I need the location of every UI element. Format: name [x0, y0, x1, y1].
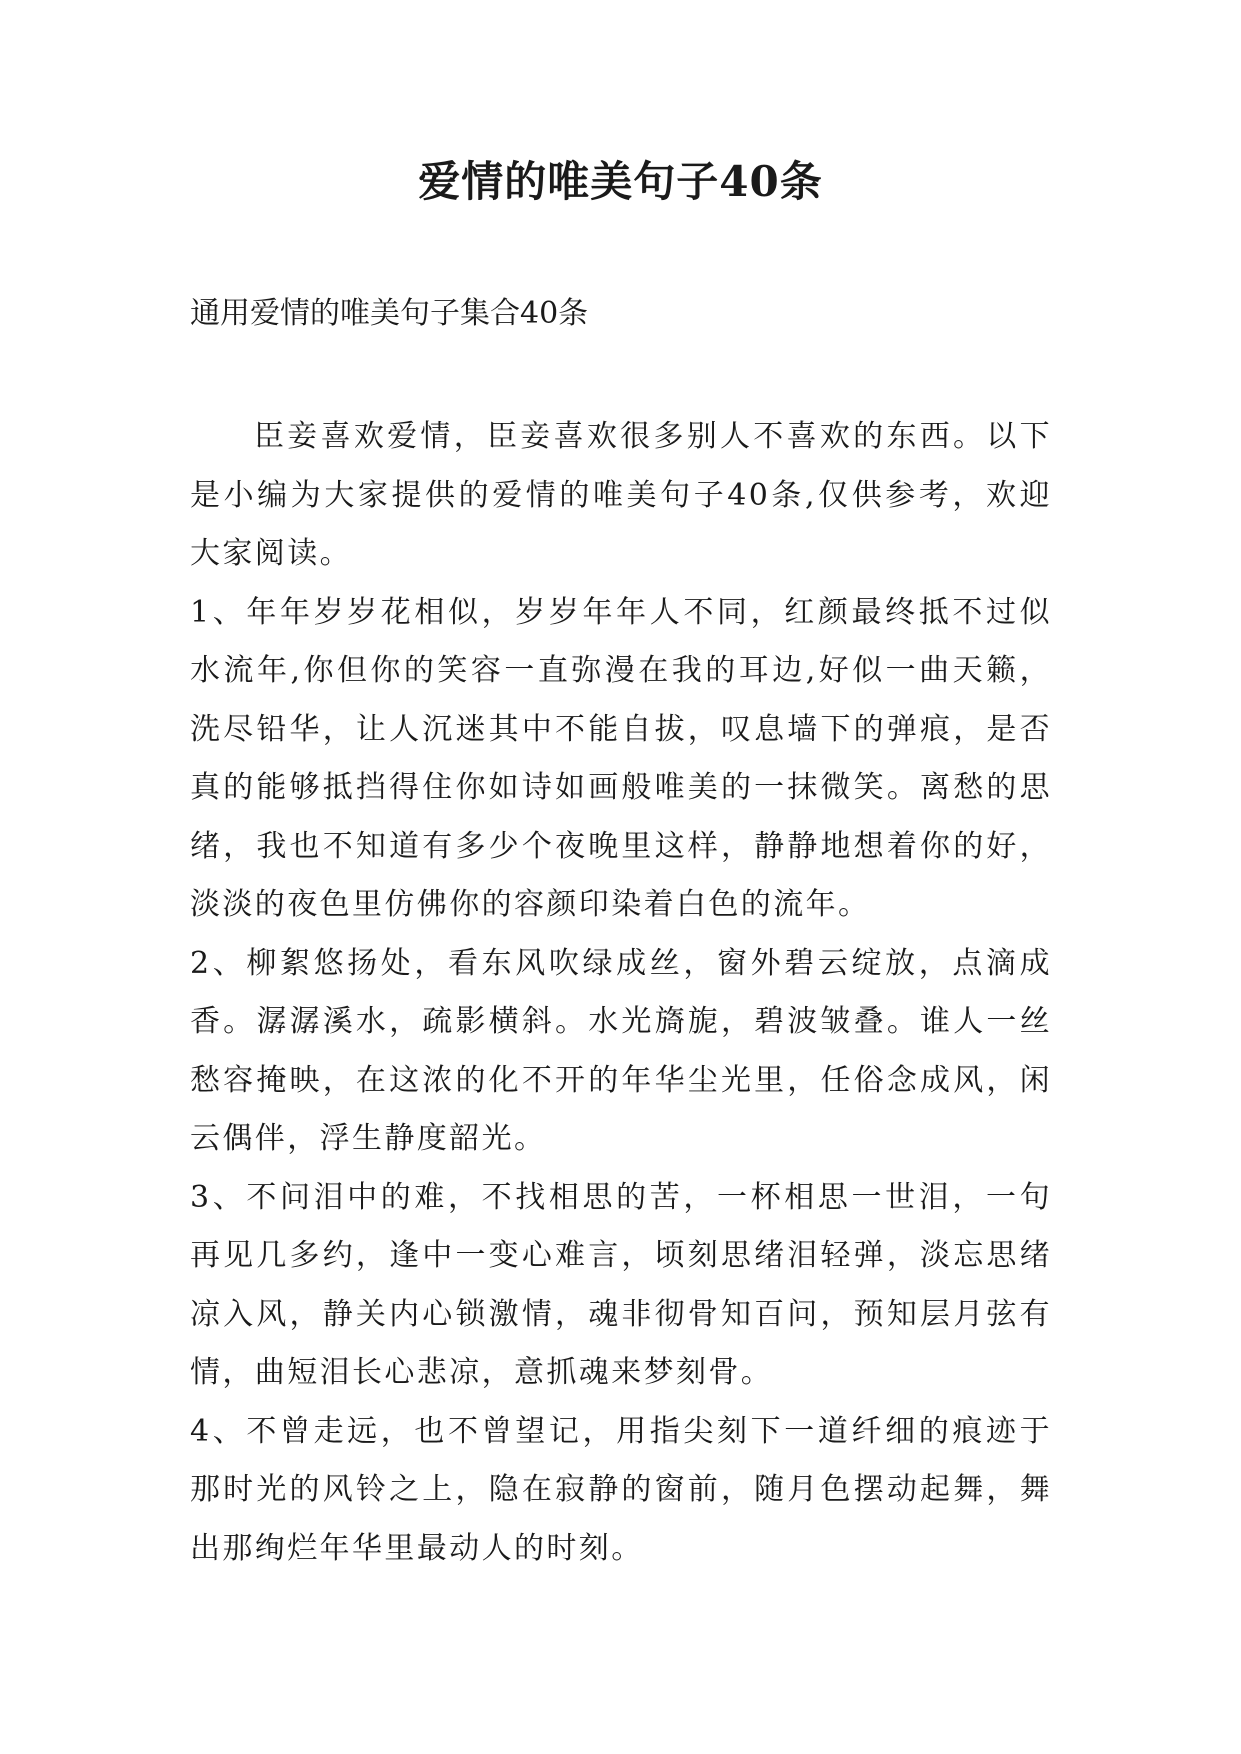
list-item: 2、柳絮悠扬处，看东风吹绿成丝，窗外碧云绽放，点滴成香。潺潺溪水，疏影横斜。水光旖旎，碧波皱叠。谁人一丝愁容掩映，在这浓的化不开的年华尘光里，任俗念成风，闲云偶伴，浮生静度韶光。 — [190, 945, 1052, 1156]
intro-paragraph: 臣妾喜欢爱情，臣妾喜欢很多别人不喜欢的东西。以下是小编为大家提供的爱情的唯美句子40条,仅供参考，欢迎大家阅读。 — [190, 419, 1052, 571]
list-item: 1、年年岁岁花相似，岁岁年年人不同，红颜最终抵不过似水流年,你但你的笑容一直弥漫在我的耳边,好似一曲天籁，洗尽铅华，让人沉迷其中不能自拔，叹息墙下的弹痕，是否真的能够抵挡得住你如诗如画般唯美的一抹微笑。离愁的思绪，我也不知道有多少个夜晚里这样，静静地想着你的好，淡淡的夜色里仿佛你的容颜印染着白色的流年。 — [190, 594, 1052, 922]
document-title: 爱情的唯美句子40条 — [418, 157, 823, 206]
list-item: 3、不问泪中的难，不找相思的苦，一杯相思一世泪，一句再见几多约，逢中一变心难言，顷刻思绪泪轻弹，淡忘思绪凉入风，静关内心锁激情，魂非彻骨知百问，预知层月弦有情，曲短泪长心悲凉，意抓魂来梦刻骨。 — [190, 1179, 1052, 1390]
list-item: 4、不曾走远，也不曾望记，用指尖刻下一道纤细的痕迹于那时光的风铃之上，隐在寂静的窗前，随月色摆动起舞，舞出那绚烂年华里最动人的时刻。 — [190, 1413, 1052, 1566]
document-body — [190, 408, 1052, 1578]
document-subtitle: 通用爱情的唯美句子集合40条 — [190, 296, 589, 331]
